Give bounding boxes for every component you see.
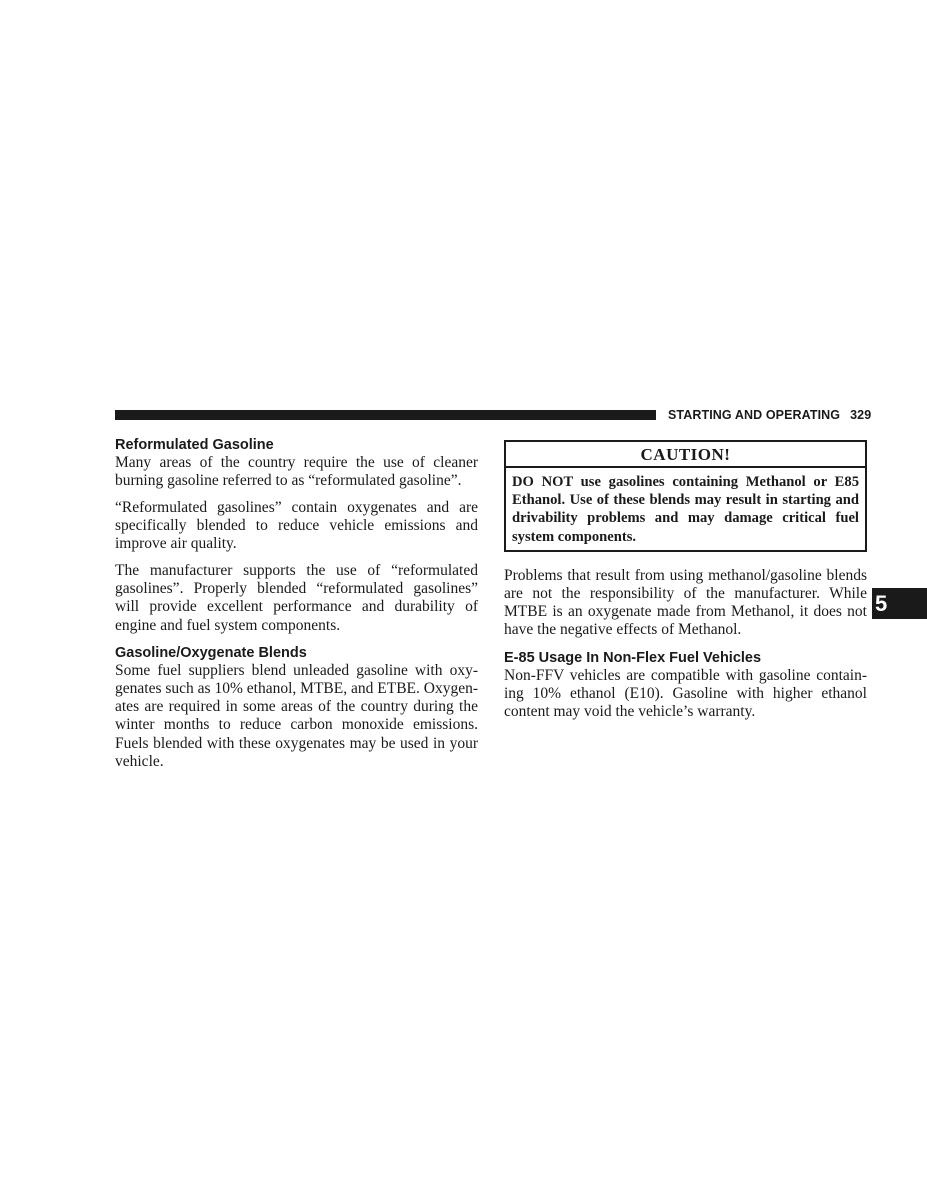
left-column <box>115 436 478 780</box>
caution-body: DO NOT use gasolines containing Methanol or E85 Ethanol. Use of these blends may result in starting and drivability problems and may damage critical fuel system components. <box>512 474 859 545</box>
header-rule <box>115 410 656 420</box>
heading-e85-usage: E-85 Usage In Non-Flex Fuel Vehicles <box>504 649 762 666</box>
running-header <box>668 408 871 422</box>
paragraph-methanol: Problems that result from using methanol/gasoline blends are not the responsibility of the manufacturer. While MTBE is an oxygenate made from Methanol, it does not have the negative effects of Methanol. <box>504 566 867 639</box>
paragraph-e85: Non-FFV vehicles are compatible with gasoline contain- ing 10% ethanol (E10). Gasoline with higher ethanol content may void the vehicle’s warranty. <box>504 666 867 721</box>
paragraph-oxygenate: Some fuel suppliers blend unleaded gasoline with oxy- genates such as 10% ethanol, MTBE, and ETBE. Oxygen- ates are required in some areas of the country during the winter months to reduce carbon monoxide emissions. Fuels blended with these oxygenates may be used in your vehicle. <box>115 661 478 770</box>
right-column <box>504 436 867 730</box>
caution-title: CAUTION! <box>506 442 865 468</box>
heading-oxygenate-blends: Gasoline/Oxygenate Blends <box>115 644 307 661</box>
paragraph-reformulated-3: The manufacturer supports the use of “reformulated gasolines”. Properly blended “reformulated gasolines” will provide excellent performance and durability of engine and fuel system components. <box>115 562 478 634</box>
page-number: 329 <box>850 408 872 422</box>
section-title: STARTING AND OPERATING <box>668 408 841 422</box>
paragraph-reformulated-2: “Reformulated gasolines” contain oxygenates and are specifically blended to reduce vehicle emissions and improve air quality. <box>115 498 478 553</box>
heading-reformulated-gasoline: Reformulated Gasoline <box>115 437 274 453</box>
caution-box <box>504 440 867 552</box>
chapter-tab: 5 <box>872 588 927 619</box>
paragraph-reformulated-1: Many areas of the country require the use of cleaner burning gasoline referred to as “reformulated gasoline”. <box>115 454 478 490</box>
